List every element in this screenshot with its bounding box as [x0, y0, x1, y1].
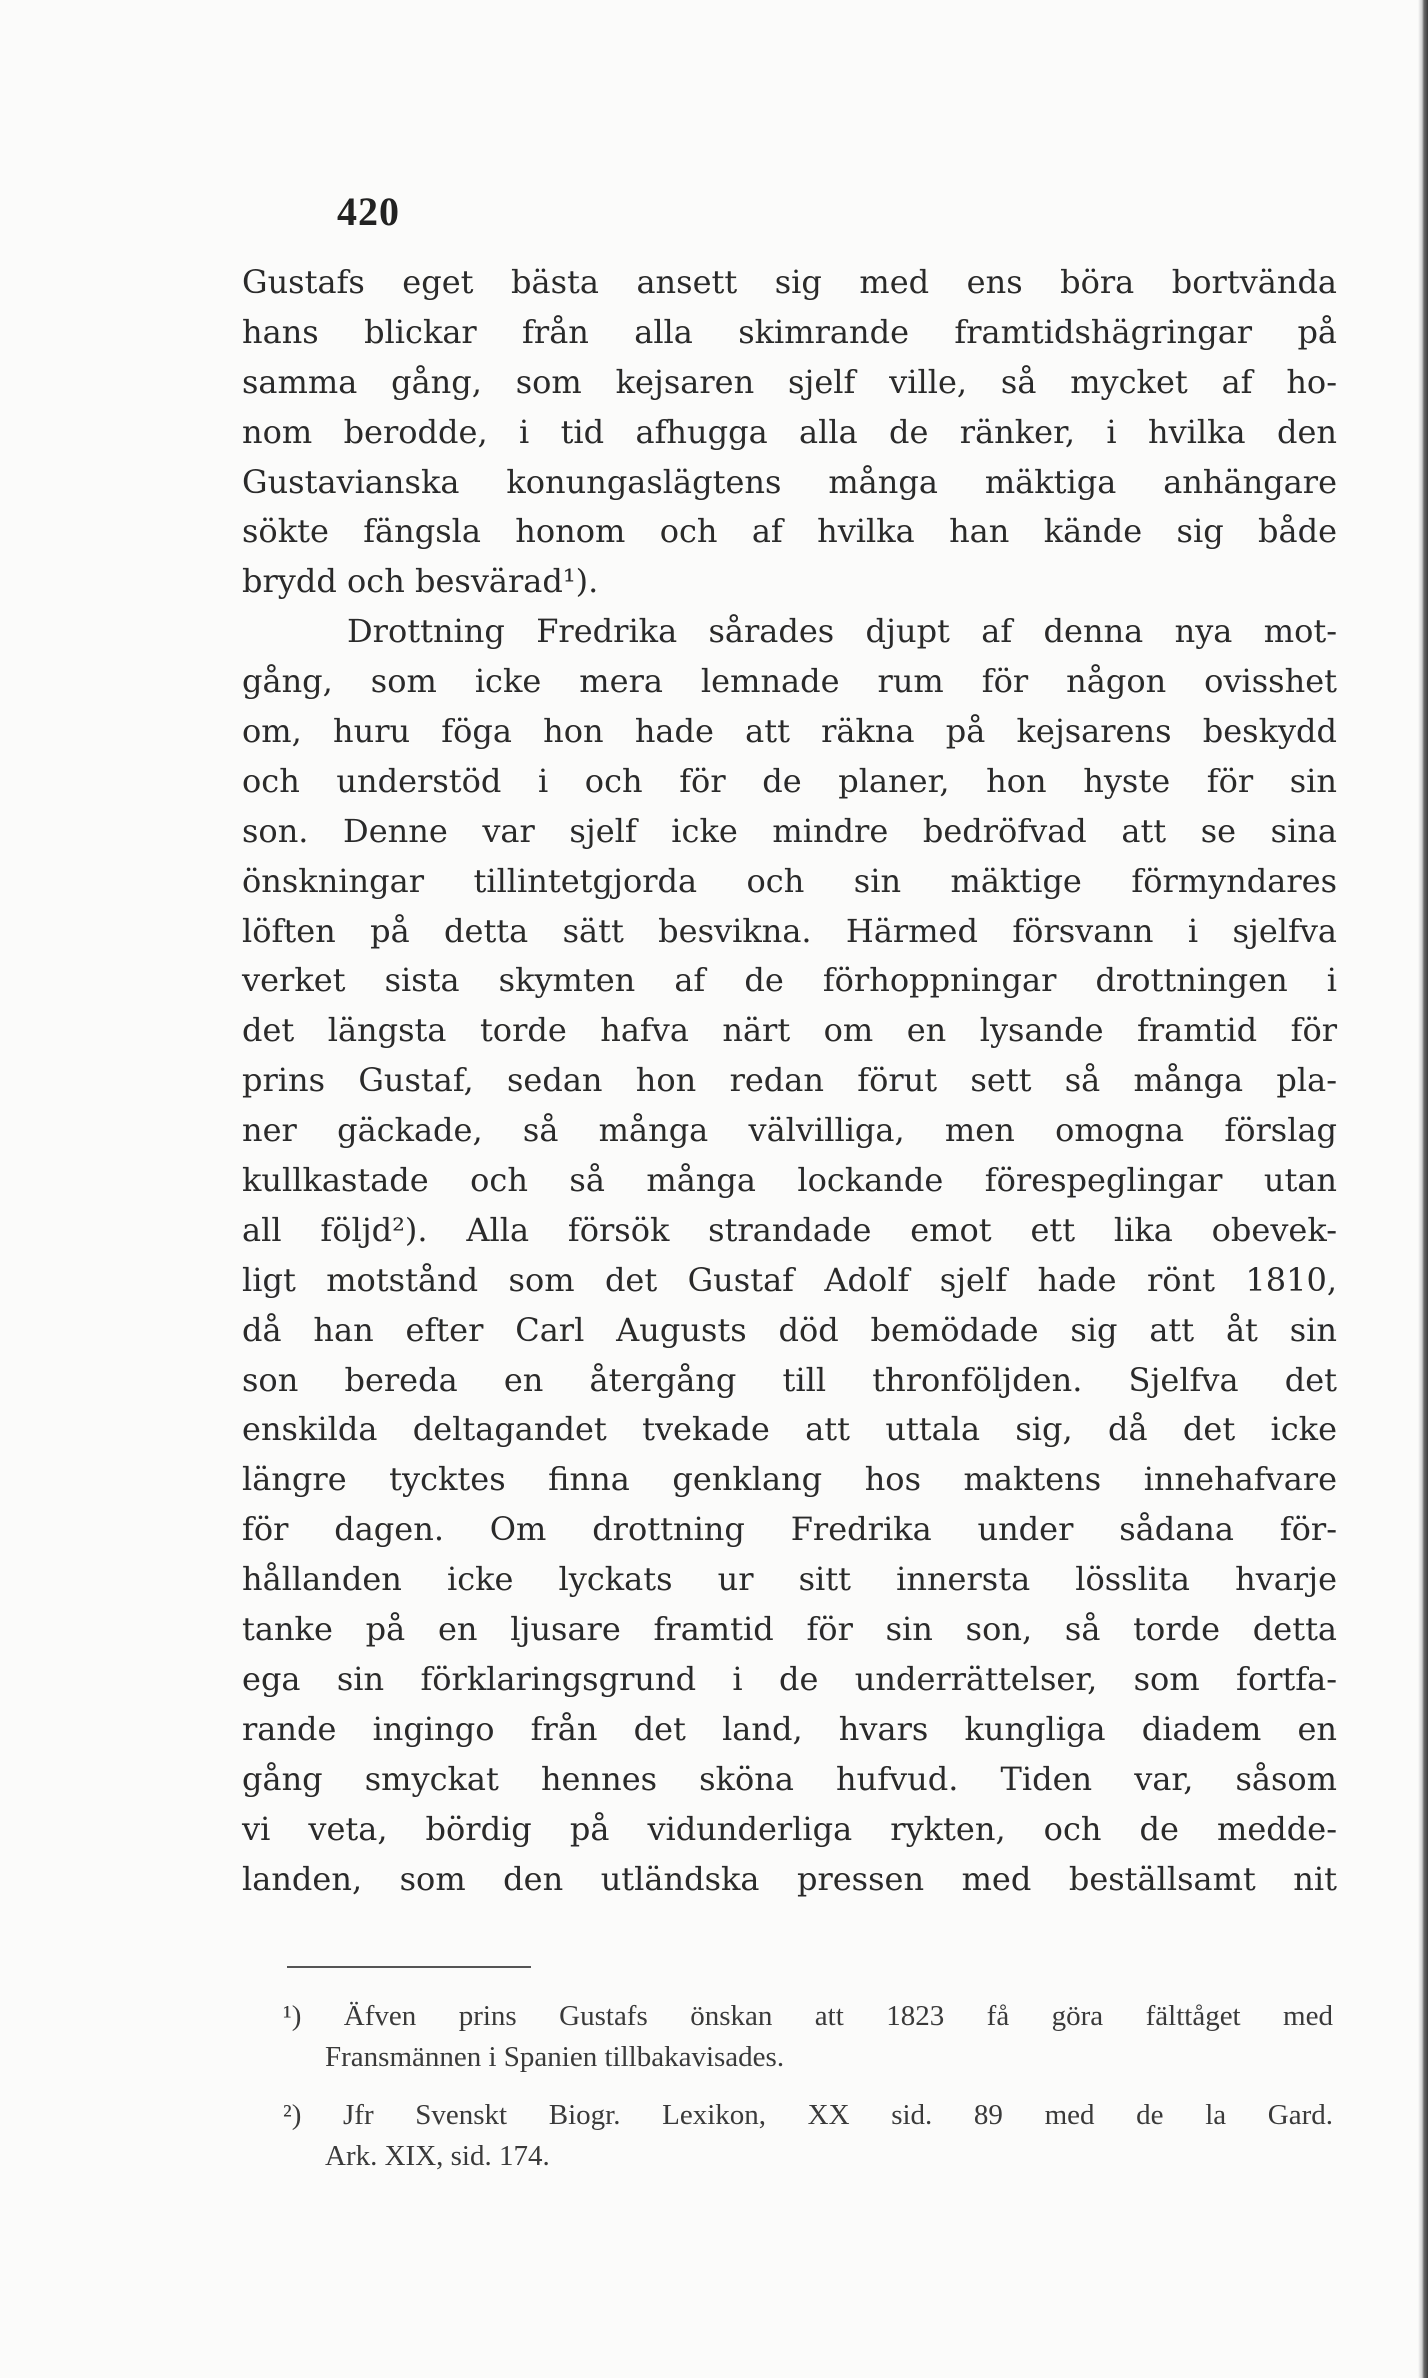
footnotes — [283, 1996, 1333, 2177]
text-line-paragraph-end: brydd och besvärad¹). — [242, 562, 599, 601]
text-line: ega sin förklaringsgrund i de underrättelser, som fortfa- — [242, 1659, 1337, 1698]
body-text — [242, 258, 1337, 1904]
text-line: och understöd i och för de planer, hon hyste för sin — [242, 761, 1337, 800]
text-line: landen, som den utländska pressen med beställsamt nit — [242, 1859, 1337, 1898]
text-line: kullkastade och så många lockande förespeglingar utan — [242, 1161, 1337, 1200]
footnote-line: Fransmännen i Spanien tillbakavisades. — [325, 2041, 785, 2073]
text-line-paragraph-start: Drottning Fredrika sårades djupt af denna nya mot- — [347, 612, 1337, 651]
text-line: verket sista skymten af de förhoppningar drottningen i — [242, 961, 1337, 1000]
text-line: löften på detta sätt besvikna. Härmed försvann i sjelfva — [242, 911, 1337, 950]
text-line: enskilda deltagandet tvekade att uttala sig, då det icke — [242, 1410, 1337, 1449]
footnote-2 — [283, 2095, 1333, 2177]
text-line: hållanden icke lyckats ur sitt innersta lösslita hvarje — [242, 1560, 1337, 1599]
text-line: son bereda en återgång till thronföljden. Sjelfva det — [242, 1360, 1337, 1399]
text-line: nom berodde, i tid afhugga alla de ränker, i hvilka den — [242, 412, 1337, 451]
text-line: sökte fängsla honom och af hvilka han kände sig både — [242, 512, 1337, 551]
text-line: gång, som icke mera lemnade rum för någon ovisshet — [242, 662, 1337, 701]
text-line: gång smyckat hennes sköna hufvud. Tiden var, såsom — [242, 1759, 1337, 1798]
text-line: ligt motstånd som det Gustaf Adolf sjelf hade rönt 1810, — [242, 1260, 1337, 1299]
footnote-line: Ark. XIX, sid. 174. — [325, 2140, 550, 2172]
text-line: längre tycktes finna genklang hos maktens innehafvare — [242, 1460, 1337, 1499]
text-line: Gustavianska konungaslägtens många mäktiga anhängare — [242, 462, 1337, 501]
page-edge-shadow — [1418, 0, 1428, 2378]
footnote-line: ¹) Äfven prins Gustafs önskan att 1823 få göra fälttåget med — [283, 2000, 1333, 2032]
text-line: tanke på en ljusare framtid för sin son, så torde detta — [242, 1610, 1337, 1649]
text-line: ner gäckade, så många välvilliga, men omogna förslag — [242, 1111, 1337, 1150]
footnote-line: ²) Jfr Svenskt Biogr. Lexikon, XX sid. 89 med de la Gard. — [283, 2099, 1333, 2131]
footnote-divider — [287, 1966, 531, 1968]
text-line: om, huru föga hon hade att räkna på kejsarens beskydd — [242, 712, 1337, 751]
page-number: 420 — [337, 189, 400, 234]
text-line: vi veta, bördig på vidunderliga rykten, och de medde- — [242, 1809, 1337, 1848]
text-line: det längsta torde hafva närt om en lysande framtid för — [242, 1011, 1337, 1050]
text-line: all följd²). Alla försök strandade emot ett lika obevek- — [242, 1210, 1337, 1249]
text-line: prins Gustaf, sedan hon redan förut sett så många pla- — [242, 1061, 1337, 1100]
footnote-1 — [283, 1996, 1333, 2078]
text-line: önskningar tillintetgjorda och sin mäktige förmyndares — [242, 861, 1337, 900]
text-line: Gustafs eget bästa ansett sig med ens böra bortvända — [242, 263, 1337, 301]
text-line: rande ingingo från det land, hvars kungliga diadem en — [242, 1709, 1337, 1748]
text-line: hans blickar från alla skimrande framtidshägringar på — [242, 312, 1337, 351]
text-line: för dagen. Om drottning Fredrika under sådana för- — [242, 1510, 1337, 1549]
text-line: då han efter Carl Augusts död bemödade sig att åt sin — [242, 1310, 1337, 1349]
text-line: son. Denne var sjelf icke mindre bedröfvad att se sina — [242, 811, 1337, 850]
text-line: samma gång, som kejsaren sjelf ville, så mycket af ho- — [242, 362, 1337, 401]
